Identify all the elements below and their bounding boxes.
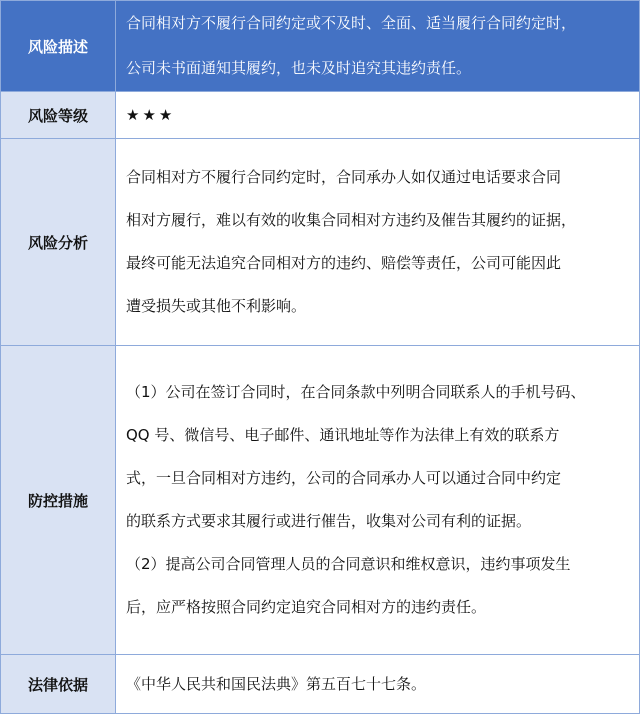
text-line: 公司未书面通知其履约，也未及时追究其违约责任。 [126,59,472,77]
text-line: 合同相对方不履行合同约定或不及时、全面、适当履行合同约定时， [126,14,577,32]
text-line: QQ 号、微信号、电子邮件、通讯地址等作为法律上有效的联系方 [126,426,560,444]
text-line: 遭受损失或其他不利影响。 [126,297,307,315]
text-line: 《中华人民共和国民法典》第五百七十七条。 [126,674,427,693]
row-content [116,346,640,655]
row-content [116,1,640,92]
row-content [116,92,640,139]
row-label: 法律依据 [1,655,116,714]
text-line: 式，一旦合同相对方违约，公司的合同承办人可以通过合同中约定 [126,469,562,487]
row-risk-level [1,92,640,139]
row-content [116,139,640,346]
text-line: 后，应严格按照合同约定追究合同相对方的违约责任。 [126,598,487,616]
row-label: 风险等级 [1,92,116,139]
text-line: （2）提高公司合同管理人员的合同意识和维权意识，违约事项发生 [126,555,571,573]
text-line: （1）公司在签订合同时，在合同条款中列明合同联系人的手机号码、 [126,383,586,401]
row-label: 风险分析 [1,139,116,346]
row-control-measures [1,346,640,655]
text-line: 相对方履行，难以有效的收集合同相对方违约及催告其履约的证据， [126,211,577,229]
row-content [116,655,640,714]
row-label: 防控措施 [1,346,116,655]
row-risk-description [1,1,640,92]
star-rating-icon: ★★★ [126,105,176,124]
row-label: 风险描述 [1,1,116,92]
text-line: 最终可能无法追究合同相对方的违约、赔偿等责任，公司可能因此 [126,254,562,272]
text-line: 合同相对方不履行合同约定时，合同承办人如仅通过电话要求合同 [126,168,562,186]
row-legal-basis [1,655,640,714]
row-risk-analysis [1,139,640,346]
text-line: 的联系方式要求其履行或进行催告，收集对公司有利的证据。 [126,512,532,530]
